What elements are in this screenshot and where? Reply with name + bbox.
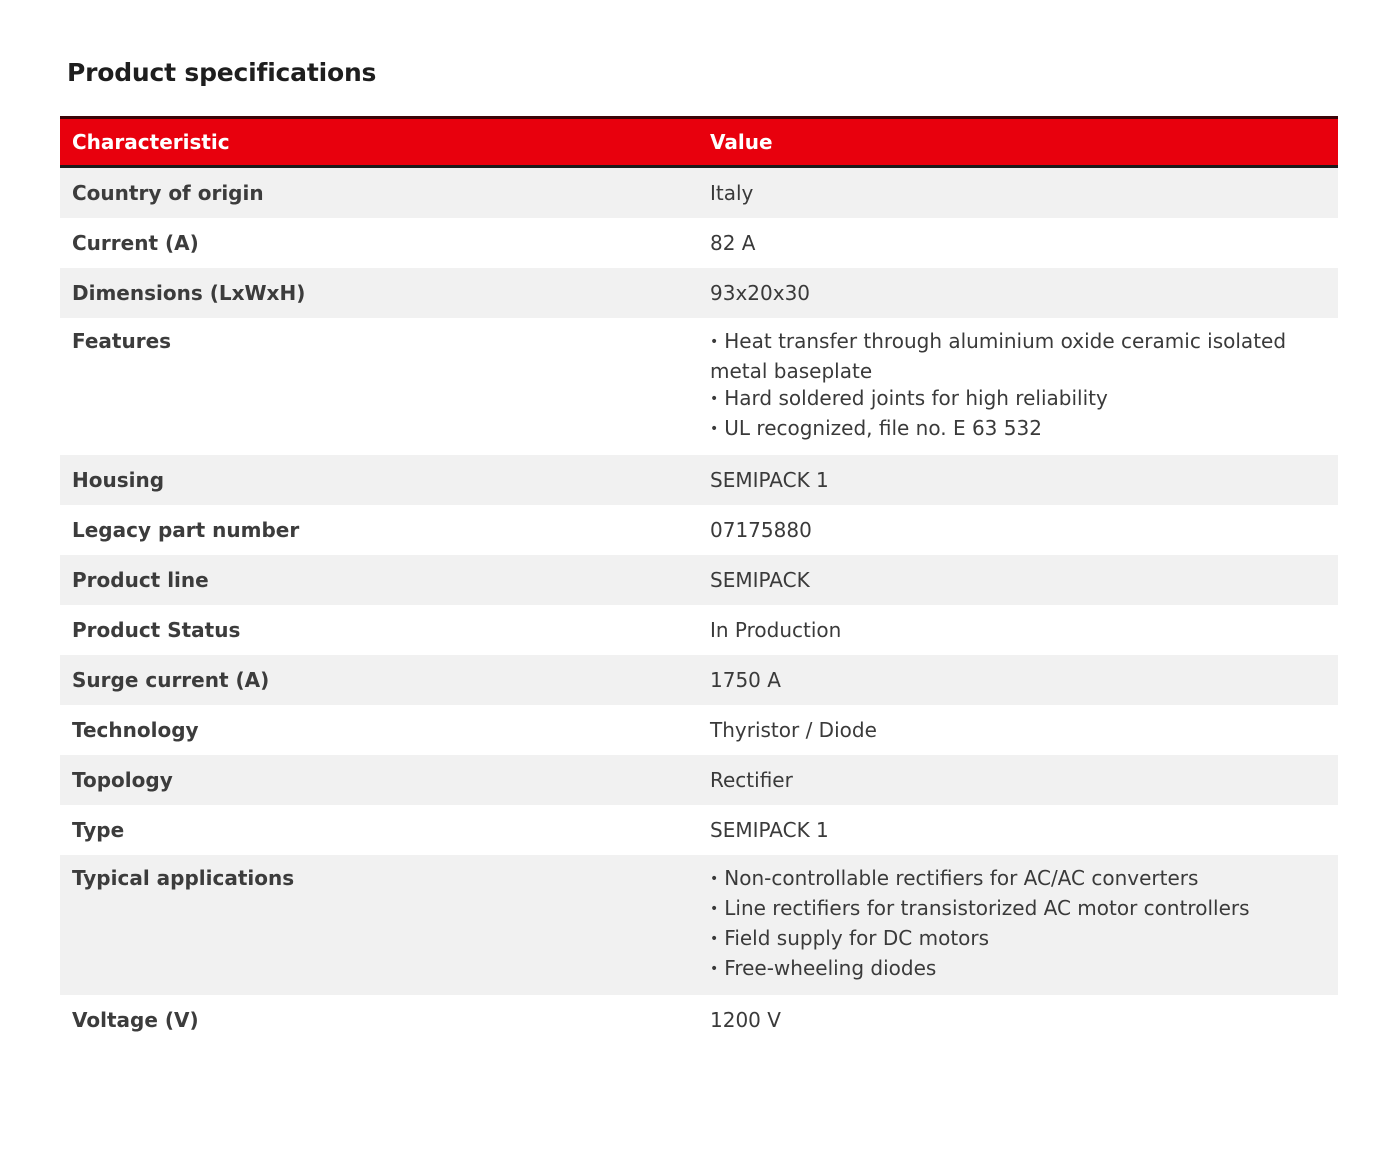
bullet-icon: • [710,901,719,917]
row-characteristic: Current (A) [72,230,199,255]
row-characteristic: Topology [72,767,173,792]
row-value: SEMIPACK [710,567,810,592]
row-value: 82 A [710,230,756,255]
table-row [60,705,1338,755]
column-header-value: Value [698,118,1338,167]
row-characteristic: Country of origin [72,180,264,205]
column-header-characteristic: Characteristic [60,118,698,167]
table-row [60,218,1338,268]
row-characteristic: Surge current (A) [72,667,270,692]
table-row [60,555,1338,605]
table-row [60,855,1338,995]
row-characteristic: Housing [72,467,165,492]
bullet-item: • Line rectifiers for transistorized AC motor controllers [710,896,1250,920]
bullet-icon: • [710,931,719,947]
bullet-item: • UL recognized, file no. E 63 532 [710,416,1042,440]
bullet-item: • Free-wheeling diodes [710,956,937,980]
row-value: 07175880 [710,517,812,542]
bullet-continuation: metal baseplate [710,359,873,383]
row-characteristic: Type [72,817,125,842]
table-row [60,655,1338,705]
table-row [60,167,1338,219]
row-characteristic: Typical applications [72,866,295,890]
row-characteristic: Voltage (V) [72,1007,199,1032]
row-value: SEMIPACK 1 [710,817,829,842]
table-header-row [60,118,1338,167]
spec-table [60,116,1338,1045]
table-row [60,995,1338,1045]
bullet-icon: • [710,391,719,407]
table-row [60,268,1338,318]
table-row [60,805,1338,855]
row-value: Rectifier [710,767,793,792]
bullet-item: • Non-controllable rectifiers for AC/AC converters [710,866,1199,890]
row-value: 1200 V [710,1007,781,1032]
row-value: In Production [710,617,842,642]
table-row [60,605,1338,655]
row-characteristic: Product line [72,567,209,592]
row-value-list [698,318,1338,455]
bullet-item: • Field supply for DC motors [710,926,990,950]
table-row [60,755,1338,805]
bullet-item: • Hard soldered joints for high reliability [710,386,1108,410]
bullet-icon: • [710,961,719,977]
bullet-item: • Heat transfer through aluminium oxide ceramic isolated [710,329,1287,353]
page-title: Product specifications [67,58,377,87]
row-value: Thyristor / Diode [710,717,877,742]
bullet-icon: • [710,871,719,887]
row-characteristic: Product Status [72,617,241,642]
bullet-icon: • [710,421,719,437]
row-characteristic: Dimensions (LxWxH) [72,280,306,305]
row-characteristic: Features [72,329,172,353]
row-value: SEMIPACK 1 [710,467,829,492]
row-value: Italy [710,180,754,205]
row-value-list [698,855,1338,995]
row-characteristic: Technology [72,717,199,742]
row-value: 1750 A [710,667,781,692]
table-row [60,318,1338,455]
row-characteristic: Legacy part number [72,517,300,542]
table-row [60,455,1338,505]
bullet-icon: • [710,334,719,350]
row-value: 93x20x30 [710,280,811,305]
table-row [60,505,1338,555]
